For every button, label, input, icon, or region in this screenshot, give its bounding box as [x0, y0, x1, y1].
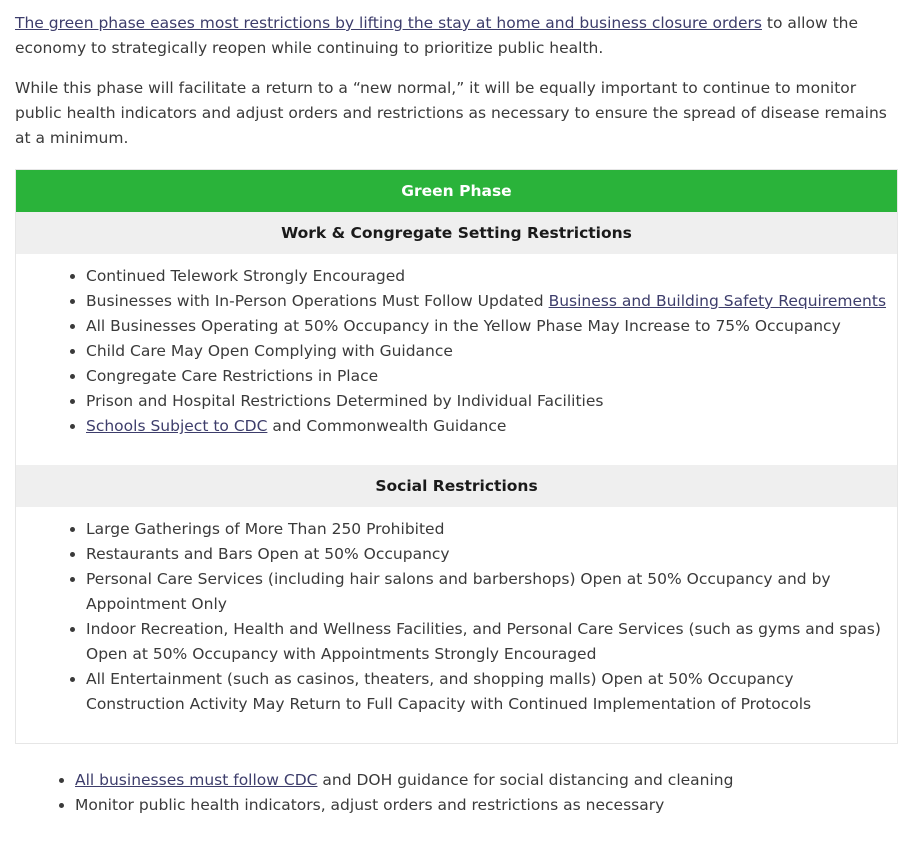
schools-cdc-link[interactable]: Schools Subject to CDC	[86, 417, 268, 435]
work-restrictions-heading: Work & Congregate Setting Restrictions	[16, 212, 898, 254]
list-item	[86, 414, 897, 439]
social-restrictions-heading: Social Restrictions	[16, 465, 898, 507]
list-item: • Continued Telework Strongly Encouraged	[86, 264, 897, 289]
bottom-guidance	[15, 768, 898, 818]
list-item: • Congregate Care Restrictions in Place	[86, 364, 897, 389]
list-item	[75, 768, 898, 793]
list-item: • Monitor public health indicators, adjust orders and restrictions as necessary	[75, 793, 898, 818]
intro-rest: to allow the economy to strategically reopen while continuing to prioritize public health.	[15, 14, 859, 57]
business-safety-link[interactable]: Business and Building Safety Requirements	[548, 292, 887, 310]
social-restrictions-cell	[16, 507, 898, 744]
business-prefix-text: Businesses with In-Person Operations Must Follow Updated	[86, 292, 549, 310]
list-item: • All Entertainment (such as casinos, theaters, and shopping malls) Open at 50% Occupancy Construction Activity May Return to Full Capacity with Continued Implementation of Protocols	[86, 667, 897, 717]
social-restrictions-list	[16, 507, 897, 743]
list-item: • Child Care May Open Complying with Guidance	[86, 339, 897, 364]
list-item: • Personal Care Services (including hair salons and barbershops) Open at 50% Occupancy and by Appointment Only	[86, 567, 897, 617]
work-restrictions-list	[16, 254, 897, 465]
bottom-list	[15, 768, 898, 818]
green-phase-table	[15, 169, 898, 744]
green-phase-link[interactable]: The green phase eases most restrictions by lifting the stay at home and business closure orders	[15, 14, 762, 32]
list-item	[86, 289, 897, 314]
list-item: • Large Gatherings of More Than 250 Prohibited	[86, 517, 897, 542]
list-item: • Indoor Recreation, Health and Wellness Facilities, and Personal Care Services (such as gyms and spas) Open at 50% Occupancy with Appointments Strongly Encouraged	[86, 617, 897, 667]
new-normal-paragraph: While this phase will facilitate a return to a “new normal,” it will be equally important to continue to monitor public health indicators and adjust orders and restrictions as necessary to ensure the spread of disease remains at a minimum.	[15, 79, 887, 147]
green-phase-header: Green Phase	[16, 170, 898, 213]
cdc-suffix-text: and DOH guidance for social distancing and cleaning	[317, 771, 734, 789]
list-item: • All Businesses Operating at 50% Occupancy in the Yellow Phase May Increase to 75% Occupancy	[86, 314, 897, 339]
intro-paragraph	[15, 11, 898, 61]
work-restrictions-cell	[16, 254, 898, 465]
cdc-guidance-link[interactable]: All businesses must follow CDC	[75, 771, 318, 789]
list-item: • Restaurants and Bars Open at 50% Occupancy	[86, 542, 897, 567]
list-item: • Prison and Hospital Restrictions Determined by Individual Facilities	[86, 389, 897, 414]
schools-suffix-text: and Commonwealth Guidance	[267, 417, 507, 435]
